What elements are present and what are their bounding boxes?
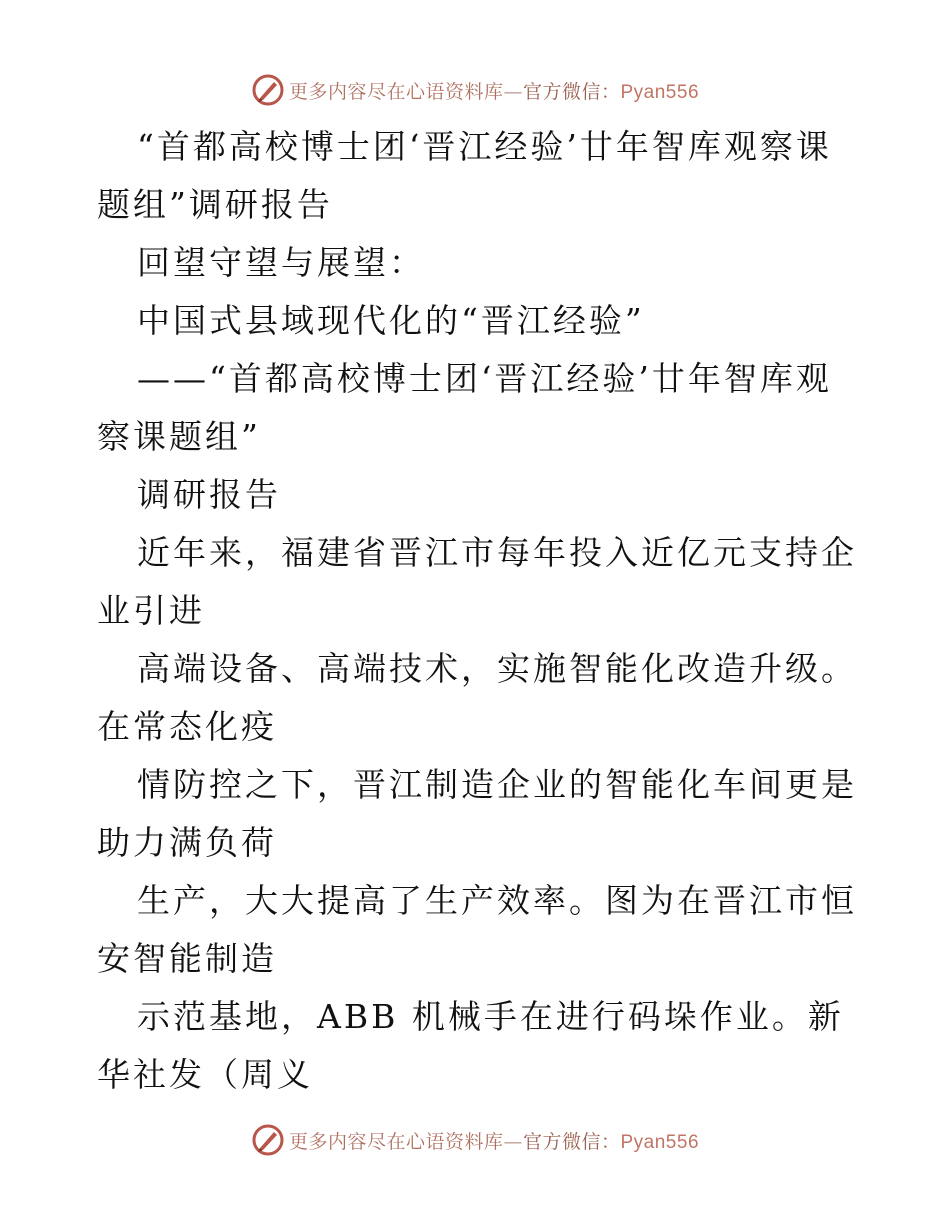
document-body (97, 118, 857, 1104)
paragraph: 情防控之下，晋江制造企业的智能化车间更是助力满负荷 (97, 765, 857, 862)
footer-watermark-banner (0, 1120, 950, 1160)
header-watermark-banner (0, 70, 950, 110)
paragraph: ——“首都高校博士团‘晋江经验’廿年智库观察课题组” (97, 359, 832, 456)
paragraph: 示范基地，ABB 机械手在进行码垛作业。新华社发（周义 (97, 997, 844, 1094)
banner-wechat-id: Pyan556 (620, 1131, 700, 1153)
paragraph: 回望守望与展望： (137, 243, 425, 282)
paragraph: 中国式县域现代化的“晋江经验” (137, 301, 645, 340)
banner-wechat-label: 官方微信： (522, 1130, 621, 1153)
pen-logo-icon (251, 1123, 285, 1157)
banner-wechat-id: Pyan556 (620, 81, 700, 103)
paragraph: 调研报告 (137, 475, 281, 514)
paragraph: 近年来，福建省晋江市每年投入近亿元支持企业引进 (97, 533, 857, 630)
pen-logo-icon (251, 73, 285, 107)
banner-main-text: 更多内容尽在心语资料库 (288, 1130, 504, 1153)
banner-dash: — (503, 80, 523, 103)
paragraph: 生产，大大提高了生产效率。图为在晋江市恒安智能制造 (97, 881, 857, 978)
banner-wechat-label: 官方微信： (522, 80, 621, 103)
banner-dash: — (503, 1130, 523, 1153)
paragraph: “首都高校博士团‘晋江经验’廿年智库观察课题组”调研报告 (97, 127, 832, 224)
banner-main-text: 更多内容尽在心语资料库 (288, 80, 504, 103)
paragraph: 高端设备、高端技术，实施智能化改造升级。在常态化疫 (97, 649, 857, 746)
